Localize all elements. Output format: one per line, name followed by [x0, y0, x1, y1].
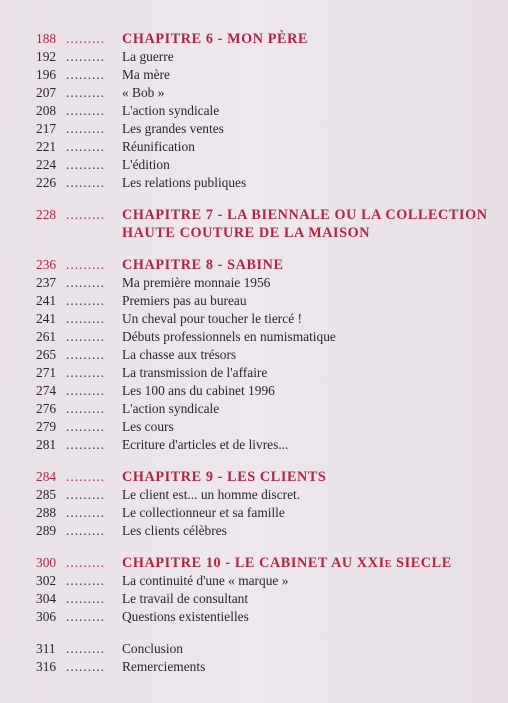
title-text: Le client est... un homme discret.: [122, 487, 301, 502]
entry-title: [122, 400, 496, 418]
toc-entry: [36, 364, 496, 382]
page-number: 188: [36, 31, 57, 46]
toc-entry: [36, 120, 496, 138]
title-text: CHAPITRE 9 - LES CLIENTS: [122, 469, 327, 485]
entry-title: [122, 504, 496, 522]
toc-entry: [36, 84, 496, 102]
chapter-title: [122, 206, 496, 242]
title-text: Remerciements: [122, 659, 206, 674]
entry-title: [122, 382, 496, 400]
title-text: L'édition: [122, 157, 170, 172]
title-text: Débuts professionnels en numismatique: [122, 329, 336, 344]
dot-leader: .........: [66, 365, 106, 380]
entry-title: [122, 310, 496, 328]
entry-title: [122, 590, 496, 608]
page-number: 217: [36, 121, 57, 136]
page-number: 274: [36, 383, 57, 398]
chapter-title: [122, 554, 496, 572]
title-text-line2: HAUTE COUTURE DE LA MAISON: [122, 225, 371, 241]
chapter-block: [36, 256, 496, 454]
entry-title: [122, 522, 496, 540]
title-text: Réunification: [122, 139, 195, 154]
page-number: 279: [36, 419, 57, 434]
chapter-heading: [36, 206, 496, 242]
page-number: 300: [36, 555, 57, 570]
dot-leader: .........: [66, 437, 106, 452]
page-number: 226: [36, 175, 57, 190]
title-text: Premiers pas au bureau: [122, 293, 247, 308]
title-text: Ma première monnaie 1956: [122, 275, 271, 290]
title-text: Questions existentielles: [122, 609, 249, 624]
page-number: 228: [36, 207, 57, 222]
entry-title: [122, 66, 496, 84]
dot-leader: .........: [66, 555, 106, 570]
chapter-block: [36, 554, 496, 626]
chapter-title: [122, 30, 496, 48]
entry-title: [122, 486, 496, 504]
entry-title: [122, 640, 496, 658]
dot-leader: .........: [66, 523, 106, 538]
toc-entry: [36, 48, 496, 66]
dot-leader: .........: [66, 207, 106, 222]
page-number: 241: [36, 293, 57, 308]
page-number: 207: [36, 85, 57, 100]
toc-entry: [36, 418, 496, 436]
dot-leader: .........: [66, 49, 106, 64]
page-number: 311: [36, 641, 56, 656]
page-number: 265: [36, 347, 57, 362]
entry-title: [122, 608, 496, 626]
toc-entry: [36, 504, 496, 522]
entry-title: [122, 274, 496, 292]
entry-title: [122, 418, 496, 436]
entry-title: [122, 84, 496, 102]
page-number: 261: [36, 329, 57, 344]
dot-leader: .........: [66, 103, 106, 118]
dot-leader: .........: [66, 31, 106, 46]
dot-leader: .........: [66, 347, 106, 362]
toc-entry: [36, 486, 496, 504]
page-number: 276: [36, 401, 57, 416]
toc-entry: [36, 174, 496, 192]
dot-leader: .........: [66, 293, 106, 308]
chapter-heading: [36, 256, 496, 274]
chapter-block: [36, 206, 496, 242]
dot-leader: .........: [66, 139, 106, 154]
toc-entry: [36, 310, 496, 328]
title-text: La chasse aux trésors: [122, 347, 237, 362]
page-number: 224: [36, 157, 57, 172]
toc-entry: [36, 138, 496, 156]
chapter-title: [122, 468, 496, 486]
title-text: CHAPITRE 10 - LE CABINET AU XXIe SIECLE: [122, 555, 452, 571]
chapter-block: [36, 30, 496, 192]
dot-leader: .........: [66, 487, 106, 502]
toc-entry: [36, 66, 496, 84]
title-text: CHAPITRE 8 - SABINE: [122, 257, 284, 273]
toc-entry: [36, 522, 496, 540]
entry-title: [122, 120, 496, 138]
chapter-heading: [36, 30, 496, 48]
title-text: L'action syndicale: [122, 401, 220, 416]
toc-entry: [36, 590, 496, 608]
dot-leader: .........: [66, 609, 106, 624]
title-text: Le travail de consultant: [122, 591, 249, 606]
title-text: Un cheval pour toucher le tiercé !: [122, 311, 302, 326]
page-number: 208: [36, 103, 57, 118]
dot-leader: .........: [66, 419, 106, 434]
dot-leader: .........: [66, 175, 106, 190]
title-text: Ma mère: [122, 67, 170, 82]
title-text: Le collectionneur et sa famille: [122, 505, 285, 520]
dot-leader: .........: [66, 505, 106, 520]
dot-leader: .........: [66, 469, 106, 484]
toc-entry: [36, 608, 496, 626]
entry-title: [122, 572, 496, 590]
page-number: 236: [36, 257, 57, 272]
dot-leader: .........: [66, 641, 106, 656]
entry-title: [122, 364, 496, 382]
entry-title: [122, 138, 496, 156]
title-text: Les grandes ventes: [122, 121, 224, 136]
title-text: CHAPITRE 6 - MON PÈRE: [122, 31, 309, 47]
toc-entry: [36, 274, 496, 292]
title-text: « Bob »: [122, 85, 165, 100]
toc-entry: [36, 292, 496, 310]
entry-title: [122, 48, 496, 66]
toc-entry: [36, 346, 496, 364]
dot-leader: .........: [66, 659, 106, 674]
chapter-heading: [36, 468, 496, 486]
entry-title: [122, 658, 496, 676]
entry-title: [122, 328, 496, 346]
page-number: 284: [36, 469, 57, 484]
entry-title: [122, 436, 496, 454]
title-text: L'action syndicale: [122, 103, 220, 118]
title-text: La transmission de l'affaire: [122, 365, 268, 380]
toc-entry: [36, 156, 496, 174]
toc-entry: [36, 572, 496, 590]
title-text: La guerre: [122, 49, 174, 64]
page-number: 285: [36, 487, 57, 502]
dot-leader: .........: [66, 157, 106, 172]
dot-leader: .........: [66, 591, 106, 606]
toc-entry: [36, 382, 496, 400]
dot-leader: .........: [66, 383, 106, 398]
table-of-contents: [36, 30, 496, 690]
entry-title: [122, 156, 496, 174]
chapter-title: [122, 256, 496, 274]
entry-title: [122, 102, 496, 120]
page-number: 316: [36, 659, 57, 674]
page-number: 196: [36, 67, 57, 82]
title-text: Les relations publiques: [122, 175, 247, 190]
title-text: Les 100 ans du cabinet 1996: [122, 383, 275, 398]
entry-title: [122, 174, 496, 192]
title-text: CHAPITRE 7 - LA BIENNALE OU LA COLLECTION: [122, 207, 488, 223]
dot-leader: .........: [66, 329, 106, 344]
dot-leader: .........: [66, 311, 106, 326]
dot-leader: .........: [66, 85, 106, 100]
toc-entry: [36, 640, 496, 658]
page-number: 306: [36, 609, 57, 624]
page-number: 237: [36, 275, 57, 290]
title-text: Les cours: [122, 419, 174, 434]
chapter-block: [36, 640, 496, 676]
page-number: 304: [36, 591, 57, 606]
chapter-heading: [36, 554, 496, 572]
dot-leader: .........: [66, 573, 106, 588]
page-number: 302: [36, 573, 57, 588]
toc-entry: [36, 400, 496, 418]
page-number: 221: [36, 139, 57, 154]
chapter-block: [36, 468, 496, 540]
title-text: Ecriture d'articles et de livres...: [122, 437, 289, 452]
toc-entry: [36, 658, 496, 676]
dot-leader: .........: [66, 121, 106, 136]
title-text: La continuité d'une « marque »: [122, 573, 289, 588]
toc-entry: [36, 436, 496, 454]
page-number: 289: [36, 523, 57, 538]
dot-leader: .........: [66, 401, 106, 416]
page-number: 192: [36, 49, 57, 64]
title-text: Les clients célèbres: [122, 523, 227, 538]
dot-leader: .........: [66, 67, 106, 82]
dot-leader: .........: [66, 275, 106, 290]
page-number: 288: [36, 505, 57, 520]
toc-entry: [36, 328, 496, 346]
entry-title: [122, 292, 496, 310]
page-number: 241: [36, 311, 57, 326]
dot-leader: .........: [66, 257, 106, 272]
page-number: 271: [36, 365, 57, 380]
page-number: 281: [36, 437, 57, 452]
title-text: Conclusion: [122, 641, 184, 656]
entry-title: [122, 346, 496, 364]
toc-entry: [36, 102, 496, 120]
